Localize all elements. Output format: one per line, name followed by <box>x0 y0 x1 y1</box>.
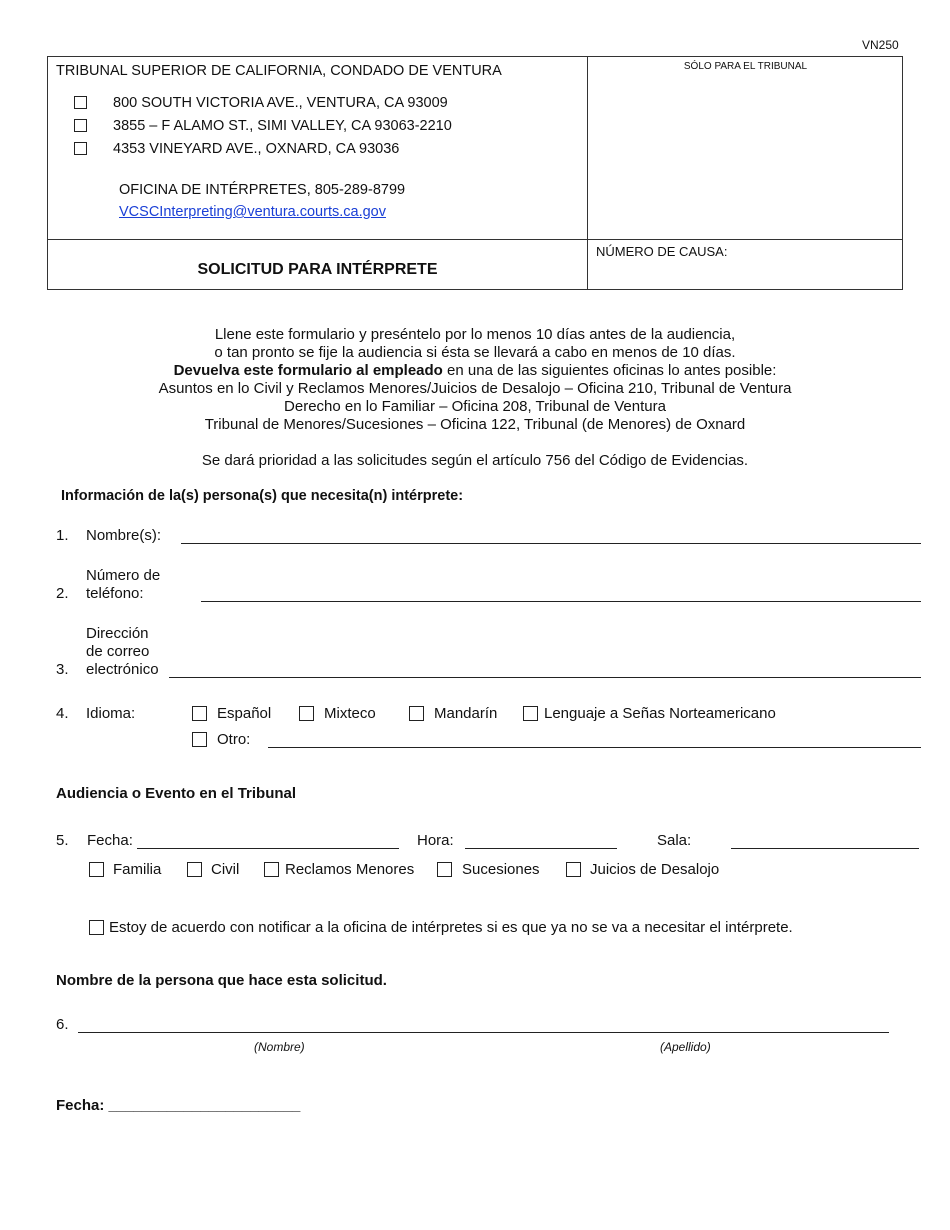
address-ventura: 800 SOUTH VICTORIA AVE., VENTURA, CA 93009 <box>113 95 448 111</box>
q4-number: 4. <box>56 705 69 722</box>
interpreter-office: OFICINA DE INTÉRPRETES, 805-289-8799 <box>119 182 406 198</box>
case-number-label: NÚMERO DE CAUSA: <box>596 244 728 259</box>
case-type-civil-checkbox[interactable] <box>187 862 202 877</box>
requester-name-input-line[interactable] <box>78 1032 889 1033</box>
requester-heading: Nombre de la persona que hace esta solicitud. <box>56 972 387 989</box>
header-table <box>47 56 903 290</box>
language-spanish-checkbox[interactable] <box>192 706 207 721</box>
agree-notify-checkbox[interactable] <box>89 920 104 935</box>
instructions-line-4: Asuntos en lo Civil y Reclamos Menores/Juicios de Desalojo – Oficina 210, Tribunal de Ventura <box>158 380 792 397</box>
language-mandarin-checkbox[interactable] <box>409 706 424 721</box>
names-input-line[interactable] <box>181 543 921 544</box>
language-label: Idioma: <box>86 705 136 722</box>
language-mandarin-label: Mandarín <box>434 705 498 722</box>
instructions-line-5: Derecho en lo Familiar – Oficina 208, Tribunal de Ventura <box>284 398 666 415</box>
address-simi-valley: 3855 – F ALAMO ST., SIMI VALLEY, CA 93063-2210 <box>113 118 452 134</box>
agree-notify-label: Estoy de acuerdo con notificar a la oficina de intérpretes si es que ya no se va a necesitar el intérprete. <box>109 919 793 936</box>
address-simi-valley-checkbox[interactable] <box>74 119 87 132</box>
phone-label-b: teléfono: <box>86 585 144 602</box>
hearing-time-input-line[interactable] <box>465 848 617 849</box>
form-code: VN250 <box>862 38 899 52</box>
q5-number: 5. <box>56 832 69 849</box>
instructions-line-3-bold: Devuelva este formulario al empleado <box>173 362 443 379</box>
hearing-room-input-line[interactable] <box>731 848 919 849</box>
phone-label-a: Número de <box>86 567 161 584</box>
office-email-link[interactable]: VCSCInterpreting@ventura.courts.ca.gov <box>119 204 386 220</box>
instructions-line-6: Tribunal de Menores/Sucesiones – Oficina 122, Tribunal (de Menores) de Oxnard <box>204 416 746 433</box>
person-info-heading: Información de la(s) persona(s) que necesita(n) intérprete: <box>61 488 464 504</box>
header-vertical-divider <box>587 57 588 289</box>
email-label-a: Dirección <box>86 625 149 642</box>
instructions-line-3-rest: en una de las siguientes oficinas lo antes posible: <box>442 362 777 379</box>
language-mixteco-label: Mixteco <box>324 705 376 722</box>
q6-number: 6. <box>56 1016 69 1033</box>
first-name-caption: (Nombre) <box>254 1040 305 1054</box>
hearing-heading: Audiencia o Evento en el Tribunal <box>56 785 297 802</box>
q1-number: 1. <box>56 527 69 544</box>
last-name-caption: (Apellido) <box>660 1040 711 1054</box>
form-title: SOLICITUD PARA INTÉRPRETE <box>197 261 438 278</box>
language-asl-checkbox[interactable] <box>523 706 538 721</box>
instructions-line-3 <box>0 362 950 380</box>
case-type-probate-label: Sucesiones <box>462 861 540 878</box>
language-asl-label: Lenguaje a Señas Norteamericano <box>544 705 776 722</box>
names-label: Nombre(s): <box>86 527 162 544</box>
instructions-line-1: Llene este formulario y preséntelo por lo menos 10 días antes de la audiencia, <box>214 326 736 343</box>
language-mixteco-checkbox[interactable] <box>299 706 314 721</box>
signature-date-field[interactable]: Fecha: _______________________ <box>56 1097 301 1114</box>
instructions-line-2: o tan pronto se fije la audiencia si ésta se llevará a cabo en menos de 10 días. <box>214 344 736 361</box>
case-type-probate-checkbox[interactable] <box>437 862 452 877</box>
email-input-line[interactable] <box>169 677 921 678</box>
case-type-family-label: Familia <box>113 861 162 878</box>
address-ventura-checkbox[interactable] <box>74 96 87 109</box>
hearing-date-label: Fecha: <box>87 832 133 849</box>
q3-number: 3. <box>56 661 69 678</box>
email-label-c: electrónico <box>86 661 159 678</box>
priority-note: Se dará prioridad a las solicitudes según el artículo 756 del Código de Evidencias. <box>201 452 749 469</box>
case-type-eviction-checkbox[interactable] <box>566 862 581 877</box>
language-other-checkbox[interactable] <box>192 732 207 747</box>
phone-input-line[interactable] <box>201 601 921 602</box>
hearing-room-label: Sala: <box>657 832 692 849</box>
court-name: TRIBUNAL SUPERIOR DE CALIFORNIA, CONDADO DE VENTURA <box>56 63 502 79</box>
email-label-b: de correo <box>86 643 150 660</box>
case-type-small-claims-label: Reclamos Menores <box>285 861 415 878</box>
case-type-eviction-label: Juicios de Desalojo <box>590 861 720 878</box>
q2-number: 2. <box>56 585 69 602</box>
hearing-date-input-line[interactable] <box>137 848 399 849</box>
address-oxnard: 4353 VINEYARD AVE., OXNARD, CA 93036 <box>113 141 400 157</box>
language-other-label: Otro: <box>217 731 251 748</box>
language-spanish-label: Español <box>217 705 272 722</box>
hearing-time-label: Hora: <box>417 832 454 849</box>
court-use-only-label: SÓLO PARA EL TRIBUNAL <box>683 61 808 72</box>
header-horizontal-divider <box>48 239 902 240</box>
address-oxnard-checkbox[interactable] <box>74 142 87 155</box>
case-type-family-checkbox[interactable] <box>89 862 104 877</box>
language-other-input-line[interactable] <box>268 747 921 748</box>
case-type-small-claims-checkbox[interactable] <box>264 862 279 877</box>
case-type-civil-label: Civil <box>211 861 240 878</box>
